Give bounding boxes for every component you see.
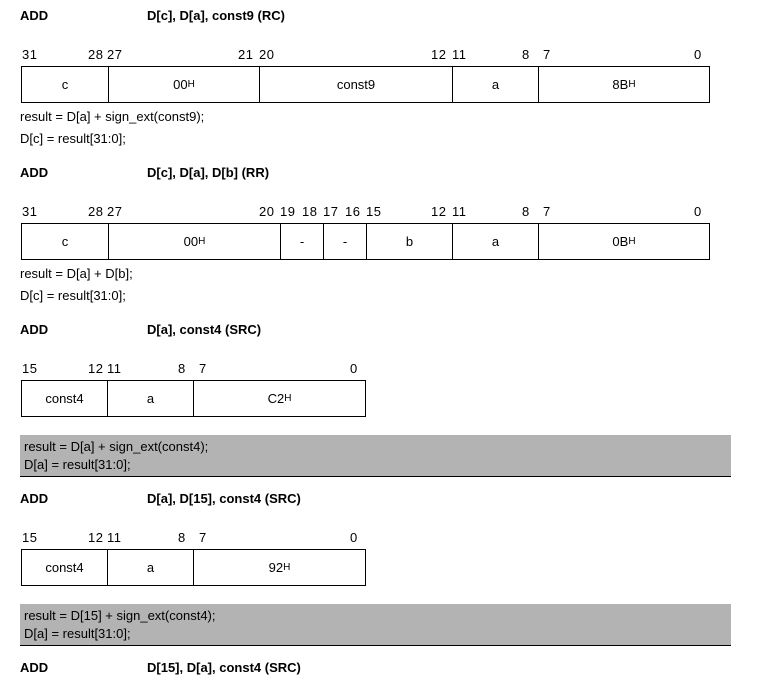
- field-00h: 00 H: [109, 224, 281, 259]
- operation-line: result = D[a] + sign_ext(const4);: [24, 439, 209, 454]
- instruction-format-src: [21, 380, 366, 417]
- operation-block: [20, 604, 731, 646]
- bit-label: 15: [22, 530, 38, 545]
- field-c: c: [22, 224, 109, 259]
- bit-label: 31: [22, 204, 38, 219]
- syntax: D[c], D[a], const9 (RC): [147, 8, 285, 23]
- bit-label: 17: [323, 204, 339, 219]
- bit-label: 0: [350, 361, 358, 376]
- field-a: a: [453, 67, 539, 102]
- operation-line: D[c] = result[31:0];: [20, 288, 126, 303]
- field-const4: const4: [22, 550, 108, 585]
- syntax: D[a], D[15], const4 (SRC): [147, 491, 301, 506]
- bit-label: 8: [178, 530, 186, 545]
- bit-label: 8: [522, 47, 530, 62]
- syntax: D[a], const4 (SRC): [147, 322, 262, 337]
- bit-label: 7: [543, 204, 551, 219]
- operation-line: result = D[a] + D[b];: [20, 266, 133, 281]
- bit-label: 0: [694, 47, 702, 62]
- bit-label: 11: [452, 47, 467, 62]
- operation-line: D[a] = result[31:0];: [24, 457, 131, 472]
- bit-label: 31: [22, 47, 38, 62]
- bit-label: 21: [238, 47, 254, 62]
- bit-label: 18: [302, 204, 318, 219]
- bit-label: 15: [22, 361, 38, 376]
- bit-label: 11: [452, 204, 467, 219]
- bit-label: 7: [199, 530, 207, 545]
- bit-label: 8: [522, 204, 530, 219]
- bit-label: 12: [88, 530, 104, 545]
- field-const9: const9: [260, 67, 453, 102]
- bit-label: 19: [280, 204, 296, 219]
- bit-label: 28: [88, 204, 104, 219]
- bit-label: 7: [543, 47, 551, 62]
- field-a: a: [108, 550, 194, 585]
- bit-label: 7: [199, 361, 207, 376]
- field-opcode: 8B H: [612, 77, 636, 92]
- instruction-format-rr: [21, 223, 710, 260]
- bit-label: 0: [694, 204, 702, 219]
- syntax: D[c], D[a], D[b] (RR): [147, 165, 270, 180]
- bit-label: 12: [431, 204, 447, 219]
- mnemonic: ADD: [20, 322, 49, 337]
- field-b: b: [367, 224, 453, 259]
- bit-label: 12: [88, 361, 104, 376]
- field-a: a: [453, 224, 539, 259]
- bit-label: 27: [107, 204, 123, 219]
- field-const4: const4: [22, 381, 108, 416]
- mnemonic: ADD: [20, 660, 49, 675]
- field-opcode: 0B H: [612, 234, 636, 249]
- bit-label: 28: [88, 47, 104, 62]
- operation-line: result = D[a] + sign_ext(const9);: [20, 109, 205, 124]
- instruction-format-rc: [21, 66, 710, 103]
- instruction-format-src: [21, 549, 366, 586]
- bit-label: 16: [345, 204, 361, 219]
- bit-label: 11: [107, 530, 122, 545]
- bit-label: 15: [366, 204, 382, 219]
- bit-label: 12: [431, 47, 447, 62]
- bit-label: 20: [259, 204, 275, 219]
- field-a: a: [108, 381, 194, 416]
- operation-line: D[c] = result[31:0];: [20, 131, 126, 146]
- field-reserved: -: [324, 224, 367, 259]
- bit-label: 8: [178, 361, 186, 376]
- field-opcode: C2 H: [267, 391, 292, 406]
- operation-block: [20, 435, 731, 477]
- operation-line: result = D[15] + sign_ext(const4);: [24, 608, 216, 623]
- bit-label: 20: [259, 47, 275, 62]
- syntax: D[15], D[a], const4 (SRC): [147, 660, 301, 675]
- operation-line: D[a] = result[31:0];: [24, 626, 131, 641]
- bit-label: 27: [107, 47, 123, 62]
- mnemonic: ADD: [20, 165, 49, 180]
- mnemonic: ADD: [20, 491, 49, 506]
- field-c: c: [22, 67, 109, 102]
- field-00h: 00 H: [109, 67, 260, 102]
- bit-label: 11: [107, 361, 122, 376]
- mnemonic: ADD: [20, 8, 49, 23]
- bit-label: 0: [350, 530, 358, 545]
- field-opcode: 92 H: [268, 560, 291, 575]
- field-reserved: -: [281, 224, 324, 259]
